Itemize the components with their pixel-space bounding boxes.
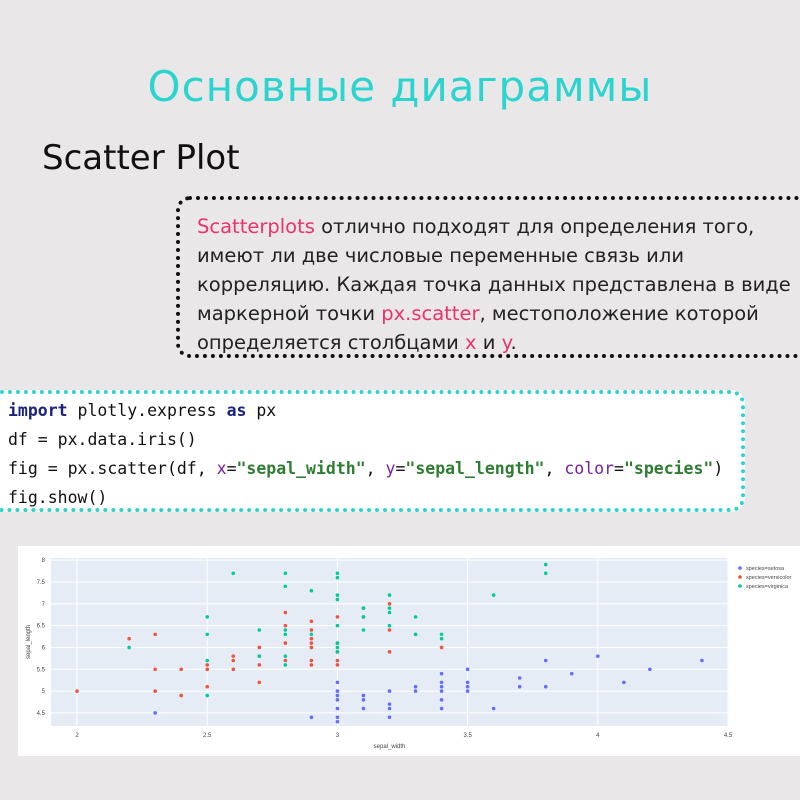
- data-point: [231, 571, 235, 575]
- code-string: "species": [623, 459, 714, 478]
- data-point: [284, 654, 288, 658]
- data-point: [596, 654, 600, 658]
- data-point: [388, 624, 392, 628]
- code-keyword: as: [226, 401, 247, 420]
- data-point: [284, 633, 288, 637]
- data-point: [622, 681, 626, 685]
- data-point: [310, 589, 314, 593]
- data-point: [336, 694, 340, 698]
- y-tick-label: 6: [41, 645, 45, 652]
- data-point: [544, 563, 548, 567]
- code-line-1: [8, 396, 741, 425]
- data-point: [205, 659, 209, 663]
- data-point: [414, 633, 418, 637]
- data-point: [336, 698, 340, 702]
- data-point: [284, 585, 288, 589]
- data-point: [440, 681, 444, 685]
- data-point: [492, 707, 496, 711]
- data-point: [388, 689, 392, 693]
- data-point: [336, 689, 340, 693]
- data-point: [336, 576, 340, 580]
- data-point: [336, 571, 340, 575]
- data-point: [258, 646, 262, 650]
- code-block: [0, 390, 745, 512]
- data-point: [388, 702, 392, 706]
- data-point: [310, 637, 314, 641]
- y-tick-label: 5.5: [36, 667, 45, 674]
- data-point: [466, 685, 470, 689]
- data-point: [284, 659, 288, 663]
- data-point: [440, 672, 444, 676]
- data-point: [284, 663, 288, 667]
- description-box: [176, 196, 800, 358]
- description-text: отлично подходят для определения того, имеют ли две числовые переменные связь или корреляцию. Каждая точка данных представлена в виде маркерной точки: [197, 215, 791, 325]
- data-point: [127, 637, 131, 641]
- data-point: [231, 654, 235, 658]
- data-point: [466, 681, 470, 685]
- data-point: [466, 689, 470, 693]
- code-line-2: df = px.data.iris(): [8, 430, 197, 449]
- y-tick-label: 8: [41, 558, 45, 565]
- y-axis-label: sepal_length: [26, 624, 32, 660]
- data-point: [336, 624, 340, 628]
- x-tick-label: 2.5: [203, 733, 212, 739]
- x-tick-label: 2: [75, 733, 79, 739]
- code-text: plotly.express: [67, 401, 227, 420]
- data-point: [205, 694, 209, 698]
- data-point: [153, 667, 157, 671]
- data-point: [153, 689, 157, 693]
- data-point: [414, 685, 418, 689]
- data-point: [284, 641, 288, 645]
- data-point: [440, 685, 444, 689]
- code-string: "sepal_width": [236, 459, 366, 478]
- data-point: [544, 571, 548, 575]
- y-tick-label: 6.5: [36, 623, 45, 630]
- description-highlight: Scatterplots: [197, 215, 315, 238]
- data-point: [388, 628, 392, 632]
- x-axis-label: sepal_width: [373, 744, 406, 750]
- data-point: [336, 641, 340, 645]
- data-point: [310, 619, 314, 623]
- x-tick-label: 3.5: [463, 733, 472, 739]
- code-string: "sepal_length": [405, 459, 545, 478]
- data-point: [336, 707, 340, 711]
- data-point: [336, 598, 340, 602]
- data-point: [388, 707, 392, 711]
- code-text: ,: [544, 459, 565, 478]
- code-arg: x: [216, 459, 227, 478]
- data-point: [205, 663, 209, 667]
- data-point: [258, 681, 262, 685]
- code-text: ): [713, 459, 724, 478]
- data-point: [362, 628, 366, 632]
- data-point: [258, 628, 262, 632]
- data-point: [336, 720, 340, 724]
- data-point: [205, 685, 209, 689]
- page-subtitle: Scatter Plot: [42, 138, 240, 178]
- legend-label: species=virginica: [746, 584, 789, 590]
- data-point: [440, 698, 444, 702]
- x-tick-label: 4: [596, 733, 600, 739]
- data-point: [440, 707, 444, 711]
- data-point: [284, 624, 288, 628]
- data-point: [648, 667, 652, 671]
- description-text: и: [476, 331, 502, 354]
- data-point: [153, 711, 157, 715]
- data-point: [336, 715, 340, 719]
- code-text: ,: [365, 459, 386, 478]
- data-point: [75, 689, 79, 693]
- description-code-term: px.scatter: [381, 302, 480, 325]
- description-text: .: [510, 331, 517, 354]
- code-text: =: [395, 459, 406, 478]
- data-point: [414, 615, 418, 619]
- data-point: [205, 667, 209, 671]
- data-point: [570, 672, 574, 676]
- data-point: [362, 606, 366, 610]
- legend-marker: [738, 575, 742, 579]
- code-arg: color: [564, 459, 615, 478]
- y-tick-label: 7.5: [36, 580, 45, 586]
- y-tick-label: 4.5: [36, 710, 45, 717]
- data-point: [310, 659, 314, 663]
- data-point: [284, 571, 288, 575]
- data-point: [388, 611, 392, 615]
- data-point: [362, 707, 366, 711]
- data-point: [179, 667, 183, 671]
- data-point: [284, 611, 288, 615]
- data-point: [466, 667, 470, 671]
- data-point: [700, 659, 704, 663]
- code-line-4: fig.show(): [8, 488, 108, 507]
- page-title: Основные диаграммы: [147, 62, 653, 111]
- data-point: [205, 615, 209, 619]
- data-point: [336, 659, 340, 663]
- data-point: [153, 633, 157, 637]
- plot-area: [51, 558, 728, 726]
- data-point: [310, 715, 314, 719]
- legend-label: species=setosa: [746, 566, 785, 572]
- data-point: [362, 615, 366, 619]
- data-point: [362, 698, 366, 702]
- data-point: [310, 628, 314, 632]
- data-point: [388, 602, 392, 606]
- data-point: [388, 606, 392, 610]
- data-point: [362, 694, 366, 698]
- data-point: [179, 694, 183, 698]
- data-point: [231, 667, 235, 671]
- data-point: [388, 593, 392, 597]
- data-point: [336, 650, 340, 654]
- data-point: [310, 663, 314, 667]
- data-point: [336, 663, 340, 667]
- legend-label: species=versicolor: [746, 575, 792, 581]
- data-point: [310, 641, 314, 645]
- data-point: [518, 685, 522, 689]
- data-point: [440, 637, 444, 641]
- y-tick-label: 7: [41, 601, 45, 608]
- data-point: [336, 593, 340, 597]
- data-point: [492, 593, 496, 597]
- data-point: [518, 676, 522, 680]
- data-point: [284, 628, 288, 632]
- description-x-term: x: [465, 331, 477, 354]
- data-point: [310, 633, 314, 637]
- description-y-term: y: [501, 331, 511, 354]
- data-point: [127, 646, 131, 650]
- data-point: [258, 663, 262, 667]
- data-point: [414, 689, 418, 693]
- code-keyword: import: [8, 401, 68, 420]
- data-point: [258, 654, 262, 658]
- scatter-chart-svg: [18, 546, 800, 756]
- data-point: [231, 659, 235, 663]
- code-text: fig = px.scatter(df,: [8, 459, 217, 478]
- code-arg: y: [385, 459, 396, 478]
- data-point: [336, 615, 340, 619]
- data-point: [388, 715, 392, 719]
- code-text: =: [614, 459, 624, 478]
- y-tick-label: 5: [41, 689, 45, 696]
- code-text: =: [226, 459, 237, 478]
- data-point: [310, 646, 314, 650]
- x-tick-label: 4.5: [723, 733, 733, 739]
- description-text: , местоположение которой определяется столбцами: [197, 302, 759, 354]
- data-point: [440, 646, 444, 650]
- legend-marker: [738, 566, 742, 570]
- data-point: [336, 646, 340, 650]
- data-point: [388, 650, 392, 654]
- data-point: [544, 685, 548, 689]
- code-line-3: [8, 454, 741, 483]
- code-text: px: [246, 401, 277, 420]
- data-point: [205, 633, 209, 637]
- x-tick-label: 3: [335, 733, 340, 739]
- data-point: [336, 681, 340, 685]
- data-point: [440, 633, 444, 637]
- legend-marker: [738, 584, 742, 588]
- data-point: [544, 659, 548, 663]
- data-point: [440, 689, 444, 693]
- scatter-chart: [18, 546, 800, 756]
